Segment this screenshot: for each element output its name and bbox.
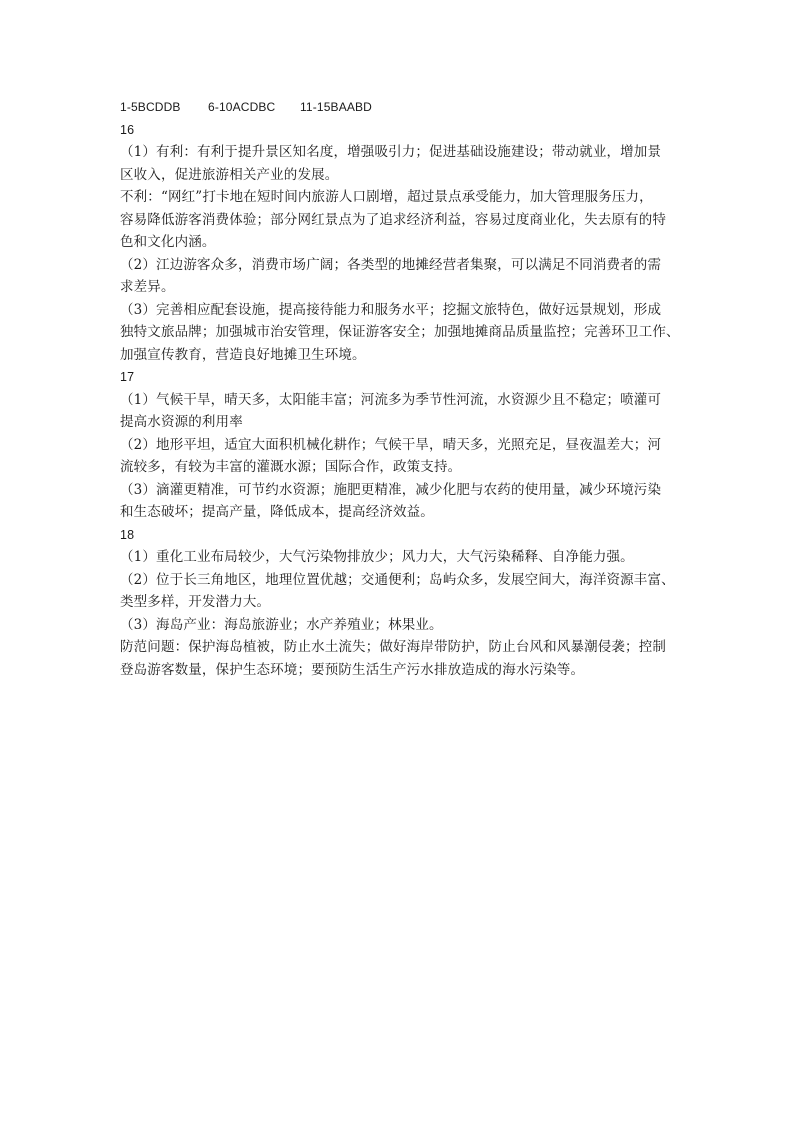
answer-line: （1）重化工业布局较少，大气污染物排放少；风力大，大气污染稀释、自净能力强。 (120, 549, 634, 565)
question-16-number: 16 (120, 122, 135, 137)
question-18-answer (120, 546, 680, 681)
choice-answers-row (120, 96, 680, 119)
answer-line: 不利：“网红”打卡地在短时间内旅游人口剧增，超过景点承受能力，加大管理服务压力， (120, 189, 653, 205)
answer-line: 求差异。 (120, 279, 175, 295)
answer-line: 容易降低游客消费体验；部分网红景点为了追求经济利益，容易过度商业化，失去原有的特 (120, 211, 666, 228)
answer-line: （1）有利：有利于提升景区知名度，增强吸引力；促进基础设施建设；带动就业，增加景 (120, 144, 662, 160)
question-17-number: 17 (120, 370, 135, 384)
answer-line: 和生态破坏；提高产量，降低成本，提高经济效益。 (120, 504, 434, 520)
answer-line: （2）江边游客众多，消费市场广阔；各类型的地摊经营者集聚，可以满足不同消费者的需 (120, 256, 662, 273)
answer-line: （3）滴灌更精准，可节约水资源；施肥更精准，减少化肥与农药的使用量，减少环境污染 (120, 481, 662, 498)
answers-range-6-10: 6-10ACDBC (208, 100, 276, 114)
answer-line: （3）海岛产业：海岛旅游业；水产养殖业；林果业。 (120, 616, 443, 633)
question-16-answer (120, 141, 680, 366)
answer-line: 区收入，促进旅游相关产业的发展。 (120, 166, 339, 183)
answer-line: 登岛游客数量，保护生态环境；要预防生活生产污水排放造成的海水污染等。 (120, 661, 585, 678)
question-17-answer (120, 389, 680, 524)
answer-line: （1）气候干旱，晴天多，太阳能丰富；河流多为季节性河流，水资源少且不稳定；喷灌可 (120, 391, 662, 408)
answer-line: 防范问题：保护海岛植被，防止水土流失；做好海岸带防护，防止台风和风暴潮侵袭；控制 (120, 639, 666, 655)
answers-range-11-15: 11-15BAABD (300, 100, 372, 114)
answer-line: 色和文化内涵。 (120, 234, 216, 250)
answer-line: 流较多，有较为丰富的灌溉水源；国际合作，政策支持。 (120, 459, 462, 475)
answer-line: 加强宣传教育，营造良好地摊卫生环境。 (120, 346, 366, 363)
answer-line: 提高水资源的利用率 (120, 414, 243, 430)
answer-line: 类型多样，开发潜力大。 (120, 594, 271, 610)
answer-key-document (120, 96, 680, 681)
answer-line: 独特文旅品牌；加强城市治安管理，保证游客安全；加强地摊商品质量监控；完善环卫工作、 (120, 324, 680, 340)
answer-line: （2）位于长三角地区，地理位置优越；交通便利；岛屿众多，发展空间大，海洋资源丰富、 (120, 571, 675, 588)
answers-range-1-5: 1-5BCDDB (120, 100, 181, 114)
answer-line: （3）完善相应配套设施，提高接待能力和服务水平；挖掘文旅特色，做好远景规划，形成 (120, 301, 662, 318)
question-18-number: 18 (120, 527, 135, 542)
answer-line: （2）地形平坦，适宜大面积机械化耕作；气候干旱，晴天多，光照充足，昼夜温差大；河 (120, 436, 662, 453)
